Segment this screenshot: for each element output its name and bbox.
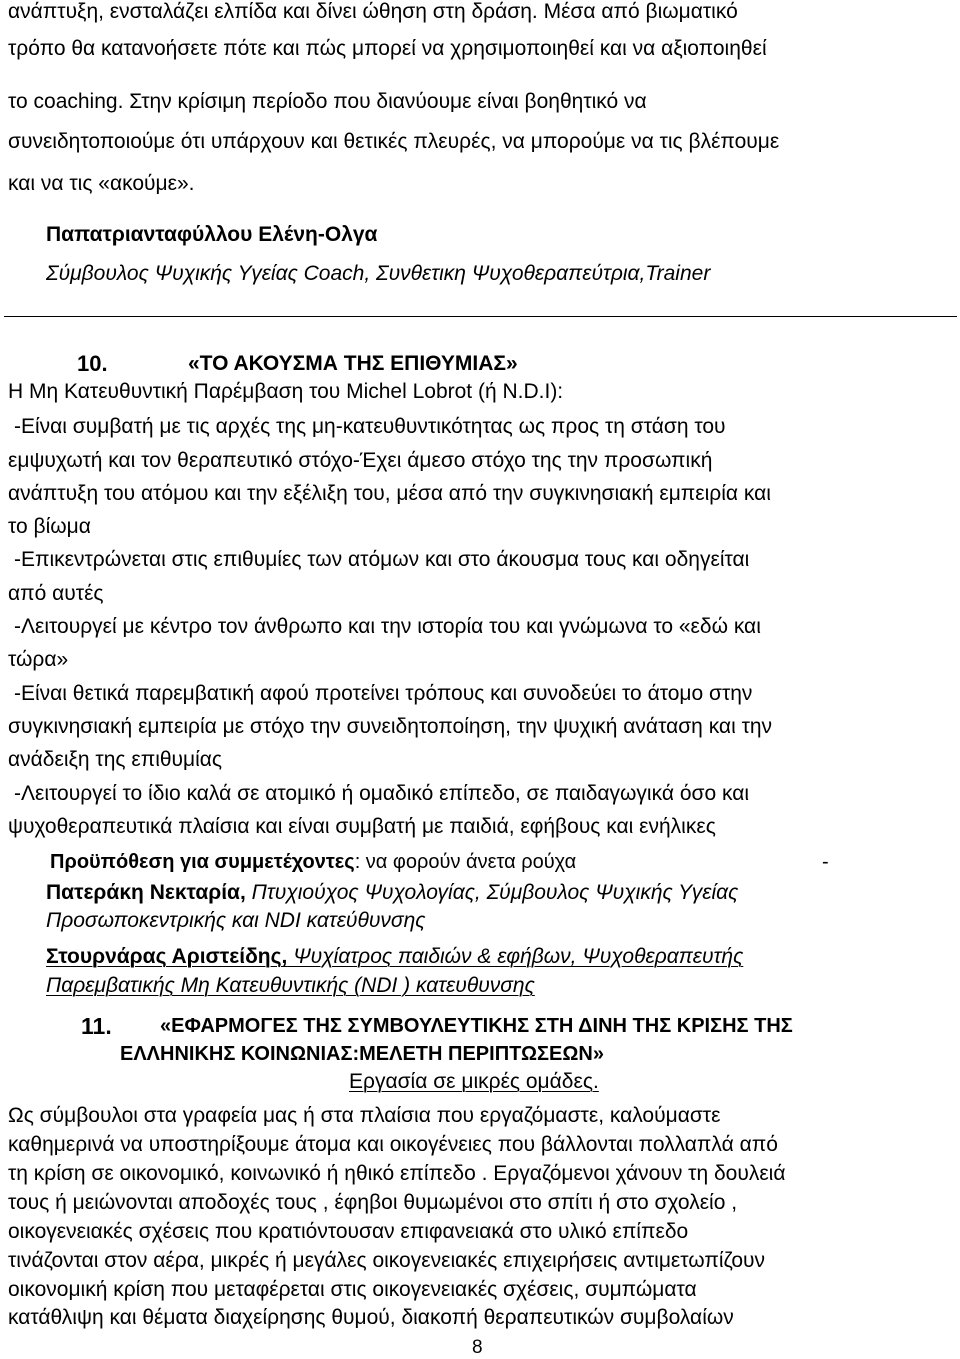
presenter-role: Πτυχιούχος Ψυχολογίας, Σύμβουλος Ψυχικής Υγείας [245,881,739,904]
session-format: Εργασία σε μικρές ομάδες. [349,1070,599,1093]
presenter-name: Στουρνάρας Αριστείδης, [46,945,288,968]
body-line: κατάθλιψη και θέματα διαχείρησης θυμού, διακοπή θεραπευτικών συμβολαίων [8,1306,734,1329]
body-line: οικογενειακές σχέσεις που κρατιόντουσαν επιφανειακά στο υλικό επίπεδο [8,1220,689,1243]
prerequisite-dash: - [822,851,829,873]
body-line: ανάδειξη της επιθυμίας [8,748,223,771]
body-line: -Είναι συμβατή με τις αρχές της μη-κατευθυντικότητας ως προς τη στάση του [14,415,726,438]
author-name: Παπατριανταφύλλου Ελένη-Ολγα [46,223,378,246]
body-line: τινάζονται στον αέρα, μικρές ή μεγάλες οικογενειακές επιχειρήσεις αντιμετωπίζουν [8,1249,766,1272]
author-role: Σύμβουλος Ψυχικής Υγείας Coach, Συνθετικη Ψυχοθεραπεύτρια,Trainer [46,262,711,285]
page-number: 8 [472,1337,483,1358]
body-line: συγκινησιακή εμπειρία με στόχο την συνειδητοποίηση, την ψυχική ανάταση και την [8,715,773,738]
section-title: ΕΛΛΗΝΙΚΗΣ ΚΟΙΝΩΝΙΑΣ:ΜΕΛΕΤΗ ΠΕΡΙΠΤΩΣΕΩΝ» [120,1043,604,1065]
body-line: τώρα» [8,648,69,671]
body-line: -Λειτουργεί με κέντρο τον άνθρωπο και την ιστορία του και γνώμωνα το «εδώ και [14,615,761,638]
presenter-role-continued: Παρεμβατικής Μη Κατευθυντικής (NDI ) κατευθυνσης [46,974,535,997]
presenter-2 [46,945,743,969]
intro-line: το coaching. Στην κρίσιμη περίοδο που διανύουμε είναι βοηθητικό να [8,90,647,113]
section-number: 11. [81,1013,112,1039]
body-line: -Λειτουργεί το ίδιο καλά σε ατομικό ή ομαδικό επίπεδο, σε παιδαγωγικά όσο και [14,782,750,805]
body-line: από αυτές [8,582,104,605]
body-line: ανάπτυξη του ατόμου και την εξέλιξη του, μέσα από την συγκινησιακή εμπειρία και [8,482,771,505]
body-line: οικονομική κρίση που μεταφέρεται στις οικογενειακές σχέσεις, συμπώματα [8,1278,697,1301]
section-number: 10. [77,351,108,376]
prerequisite-label: Προϋπόθεση για συμμετέχοντες [50,851,355,873]
body-line: Ως σύμβουλοι στα γραφεία μας ή στα πλαίσια που εργαζόμαστε, καλούμαστε [8,1104,721,1127]
presenter-role-continued: Προσωποκεντρικής και NDI κατεύθυνσης [46,909,426,932]
body-line: τη κρίση σε οικονομικό, κοινωνικό ή ηθικό επίπεδο . Εργαζόμενοι χάνουν τη δουλειά [8,1162,786,1185]
body-line: τους ή μειώνονται αποδοχές τους , έφηβοι θυμωμένοι στο σπίτι ή στο σχολείο , [8,1191,738,1214]
intro-line: και να τις «ακούμε». [8,172,195,195]
body-line: -Είναι θετικά παρεμβατική αφού προτείνει τρόπους και συνοδεύει το άτομο στην [14,682,753,705]
intro-line: ανάπτυξη, ενσταλάζει ελπίδα και δίνει ώθηση στη δράση. Μέσα από βιωματικό [8,0,738,23]
prerequisite [50,850,576,874]
section-title: «ΤΟ ΑΚΟΥΣΜΑ ΤΗΣ ΕΠΙΘΥΜΙΑΣ» [188,352,518,375]
body-line: εμψυχωτή και τον θεραπευτικό στόχο-Έχει άμεσο στόχο της την προσωπική [8,449,713,472]
body-line: καθημερινά να υποστηρίξουμε άτομα και οικογένειες που βάλλονται πολλαπλά από [8,1133,778,1156]
prerequisite-text: : να φορούν άνετα ρούχα [354,851,577,873]
presenter-name: Πατεράκη Νεκταρία, [46,881,246,904]
body-line: ψυχοθεραπευτικά πλαίσια και είναι συμβατή με παιδιά, εφήβους και ενήλικες [8,815,716,838]
intro-line: συνειδητοποιούμε ότι υπάρχουν και θετικές πλευρές, να μπορούμε να τις βλέπουμε [8,130,780,153]
body-line: το βίωμα [8,515,91,538]
section-subtitle: Η Μη Κατευθυντική Παρέμβαση του Michel Lobrot (ή N.D.I): [8,380,564,403]
section-divider [4,316,957,317]
body-line: -Επικεντρώνεται στις επιθυμίες των ατόμων και στο άκουσμα τους και οδηγείται [14,548,750,571]
intro-line: τρόπο θα κατανοήσετε πότε και πώς μπορεί να χρησιμοποιηθεί και να αξιοποιηθεί [8,37,767,60]
presenter-role: Ψυχίατρος παιδιών & εφήβων, Ψυχοθεραπευτής [287,945,744,968]
section-title: «ΕΦΑΡΜΟΓΕΣ ΤΗΣ ΣΥΜΒΟΥΛΕΥΤΙΚΗΣ ΣΤΗ ΔΙΝΗ ΤΗΣ ΚΡΙΣΗΣ ΤΗΣ [160,1015,793,1037]
presenter-1 [46,881,738,905]
